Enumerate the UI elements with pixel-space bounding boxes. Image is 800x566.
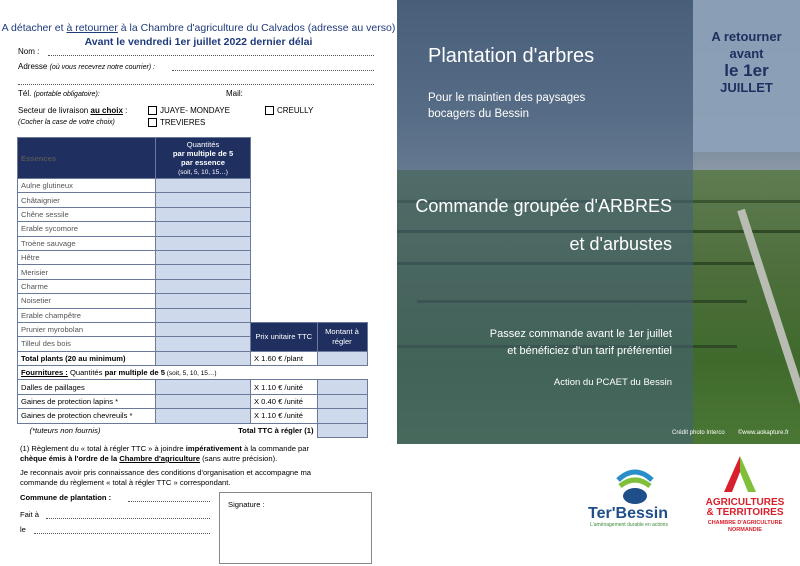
species-row: Erable champêtre	[18, 308, 156, 322]
order-table	[17, 137, 368, 438]
pcaet-action: Action du PCAET du Bessin	[553, 377, 672, 388]
deadline: Avant le vendredi 1er juillet 2022 dernier délai	[84, 36, 313, 48]
option-creully[interactable]: CREULLY	[265, 106, 313, 115]
supply-amount[interactable]	[317, 380, 367, 394]
essences-header: Essences	[18, 138, 156, 179]
main-heading-2: et d'arbustes	[569, 234, 672, 254]
option-juaye[interactable]: JUAYE- MONDAYE	[148, 106, 230, 115]
fait-field[interactable]	[46, 518, 210, 519]
acknowledgement-note: Je reconnais avoir pris connaissance des conditions d'organisation et accompagne ma commande du règlement « total à régler TTC » correspondant.	[20, 468, 312, 487]
nom-field[interactable]	[48, 55, 374, 56]
quantity-input[interactable]	[156, 279, 251, 293]
quantity-input[interactable]	[156, 236, 251, 250]
supply-price: X 1.10 € /unité	[251, 380, 318, 394]
mail-label: Mail:	[226, 89, 243, 98]
panel-title: Plantation d'arbres	[428, 45, 595, 67]
call-to-action: Passez commande avant le 1er juillet et bénéficiez d'un tarif préférentiel	[489, 328, 672, 357]
secteur-label: Secteur de livraison au choix :	[18, 106, 128, 115]
terbessin-name: Ter'Bessin	[588, 505, 668, 522]
adresse-label: Adresse (où vous recevrez notre courrier) :	[18, 62, 156, 71]
supply-price: X 0.40 € /unité	[251, 394, 318, 408]
quantity-input[interactable]	[156, 207, 251, 221]
quantity-input[interactable]	[156, 265, 251, 279]
quantity-input[interactable]	[156, 308, 251, 322]
total-ttc-amount[interactable]	[317, 423, 367, 437]
commune-field[interactable]	[128, 501, 210, 502]
detach-instructions: A détacher et à retourner à la Chambre d'agriculture du Calvados (adresse au verso)	[1, 22, 396, 34]
signature-label: Signature :	[228, 500, 265, 509]
species-row: Merisier	[18, 265, 156, 279]
total-plants-amount[interactable]	[317, 351, 367, 365]
terbessin-tagline: L'aménagement durable en actions	[590, 522, 668, 528]
le-label: le	[20, 525, 26, 534]
species-row: Prunier myrobolan	[18, 322, 156, 336]
quantity-input[interactable]	[156, 337, 251, 351]
photo-credit: Crédit photo Interco	[672, 430, 725, 436]
fournitures-row: Fournitures : Quantités par multiple de 5 (soit, 5, 10, 15…)	[18, 366, 251, 380]
tuteurs-note: (*tuteurs non fournis)	[29, 426, 101, 436]
option-trevieres[interactable]: TREVIERES	[148, 118, 205, 127]
species-row: Erable sycomore	[18, 222, 156, 236]
checkbox-creully[interactable]	[265, 106, 274, 115]
chambre-sub: CHAMBRE D'AGRICULTURE NORMANDIE	[707, 520, 783, 533]
commune-label: Commune de plantation :	[20, 493, 112, 502]
quantity-input[interactable]	[156, 193, 251, 207]
supply-row: Dalles de paillages	[18, 380, 156, 394]
panel-subtitle: Pour le maintien des paysages bocagers du Bessin	[428, 92, 586, 120]
species-row: Tilleul des bois	[18, 337, 156, 351]
amount-header: Montant à régler	[317, 322, 367, 351]
nom-label: Nom :	[18, 47, 40, 56]
quantity-input[interactable]	[156, 179, 251, 193]
chambre-logo-icon	[720, 454, 760, 494]
species-row: Châtaignier	[18, 193, 156, 207]
price-header: Prix unitaire TTC	[251, 322, 318, 351]
total-plants-price: X 1.60 € /plant	[251, 351, 318, 365]
adresse-field-line2[interactable]	[18, 84, 374, 85]
supply-amount[interactable]	[317, 409, 367, 423]
checkbox-juaye[interactable]	[148, 106, 157, 115]
quantity-header: Quantités par multiple de 5 par essence (soit, 5, 10, 15…)	[156, 138, 251, 179]
tel-label: Tél. (portable obligatoire):	[18, 89, 100, 98]
species-row: Aulne glutineux	[18, 179, 156, 193]
quantity-input[interactable]	[156, 322, 251, 336]
supply-quantity-input[interactable]	[156, 394, 251, 408]
total-plants-input[interactable]	[156, 351, 251, 365]
payment-note: (1) Règlement du « total à régler TTC » à joindre impérativement à la commande par chèque émis à l'ordre de la Chambre d'agriculture (sans autre précision).	[20, 444, 310, 463]
species-row: Troène sauvage	[18, 236, 156, 250]
quantity-input[interactable]	[156, 222, 251, 236]
supply-row: Gaines de protection lapins *	[18, 394, 156, 408]
species-row: Charme	[18, 279, 156, 293]
supply-quantity-input[interactable]	[156, 409, 251, 423]
deadline-banner-text: A retourner avant le 1er JUILLET	[711, 29, 782, 95]
supply-row: Gaines de protection chevreuils *	[18, 409, 156, 423]
supply-price: X 1.10 € /unité	[251, 409, 318, 423]
signature-box[interactable]	[219, 492, 372, 564]
adresse-field[interactable]	[172, 70, 374, 71]
main-heading: Commande groupée d'ARBRES	[415, 196, 672, 216]
supply-quantity-input[interactable]	[156, 380, 251, 394]
chambre-name: AGRICULTURES & TERRITOIRES	[705, 497, 785, 518]
total-plants-label: Total plants (20 au minimum)	[18, 351, 156, 365]
date-field[interactable]	[34, 533, 210, 534]
supply-amount[interactable]	[317, 394, 367, 408]
secteur-hint: (Cocher la case de votre choix)	[18, 119, 115, 126]
fait-label: Fait à	[20, 510, 39, 519]
species-row: Noisetier	[18, 294, 156, 308]
checkbox-trevieres[interactable]	[148, 118, 157, 127]
species-row: Hêtre	[18, 250, 156, 264]
quantity-input[interactable]	[156, 250, 251, 264]
photo-credit-2: ©www.aokapture.fr	[738, 430, 789, 436]
quantity-input[interactable]	[156, 294, 251, 308]
species-row: Chêne sessile	[18, 207, 156, 221]
total-ttc-label: Total TTC à régler (1)	[238, 426, 314, 436]
terbessin-logo-icon	[612, 462, 658, 506]
